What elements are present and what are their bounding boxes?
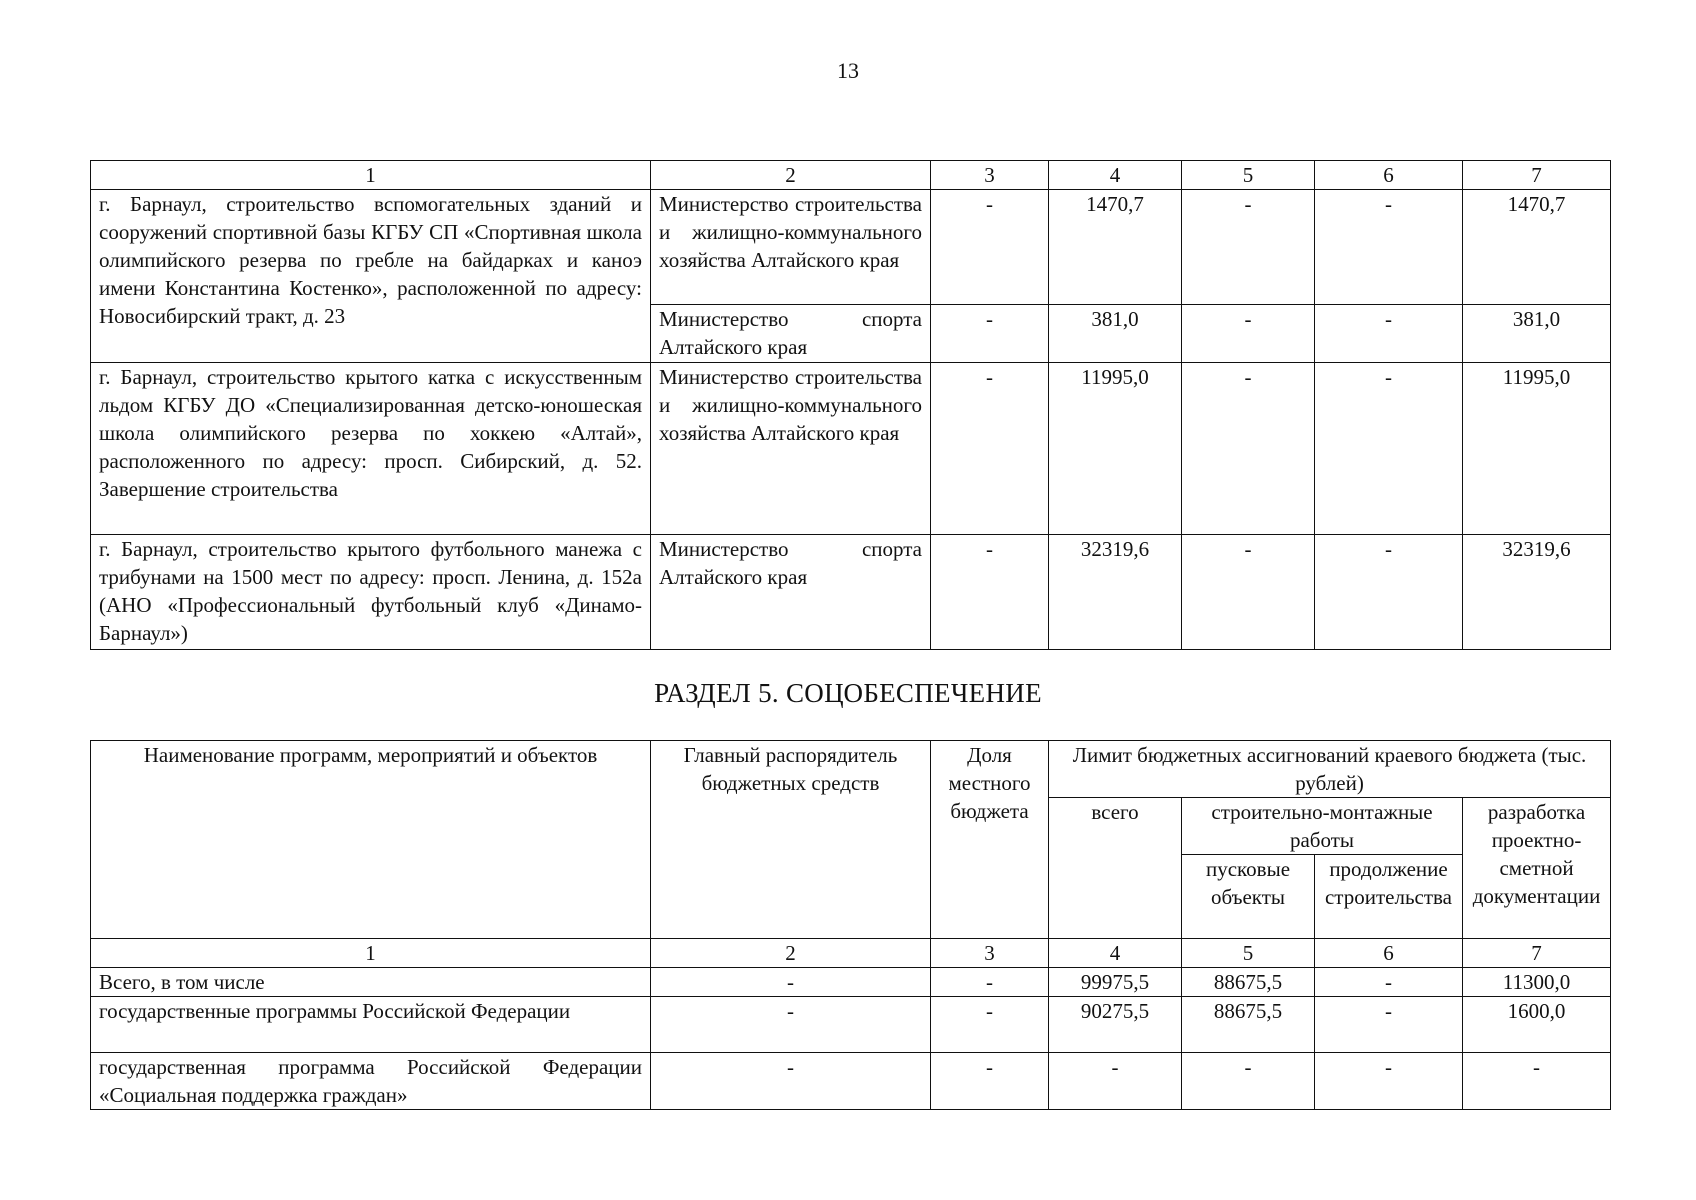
agency: Министерство строительства и жилищно-коммунального хозяйства Алтайского края	[651, 190, 931, 305]
header-name: Наименование программ, мероприятий и объектов	[91, 741, 651, 939]
continuation: -	[1315, 535, 1463, 650]
col-number: 3	[931, 939, 1049, 968]
continuation: -	[1315, 968, 1463, 997]
agency: Министерство спорта Алтайского края	[651, 305, 931, 363]
launch-objects: -	[1182, 535, 1315, 650]
object-name: г. Барнаул, строительство крытого футбольного манежа с трибунами на 1500 мест по адресу: просп. Ленина, д. 152а (АНО «Профессиональный футбольный клуб «Динамо-Барнаул»)	[91, 535, 651, 650]
section-title: РАЗДЕЛ 5. СОЦОБЕСПЕЧЕНИЕ	[654, 678, 1042, 708]
table-row	[91, 997, 1611, 1053]
agency: -	[651, 1053, 931, 1110]
continuation: -	[1315, 997, 1463, 1053]
table-row	[91, 363, 1611, 535]
header-local-share: Доля местного бюджета	[931, 741, 1049, 939]
total: 1470,7	[1049, 190, 1182, 305]
header-limit: Лимит бюджетных ассигнований краевого бюджета (тыс. рублей)	[1049, 741, 1611, 798]
col-number: 2	[651, 161, 931, 190]
header-launch: пусковые объекты	[1182, 855, 1315, 939]
col-number: 6	[1315, 161, 1463, 190]
col-number: 5	[1182, 161, 1315, 190]
object-name: г. Барнаул, строительство крытого катка с искусственным льдом КГБУ ДО «Специализированная детско-юношеская школа олимпийского резерва по хоккею «Алтай», расположенного по адресу: просп. Сибирский, д. 52. Завершение строительства	[91, 363, 651, 535]
design-docs: 1600,0	[1463, 997, 1611, 1053]
header-design: разработка проектно-сметной документации	[1463, 798, 1611, 939]
continuation: -	[1315, 1053, 1463, 1110]
total: 11995,0	[1049, 363, 1182, 535]
agency: Министерство строительства и жилищно-коммунального хозяйства Алтайского края	[651, 363, 931, 535]
local-share: -	[931, 1053, 1049, 1110]
local-share: -	[931, 363, 1049, 535]
local-share: -	[931, 190, 1049, 305]
agency: Министерство спорта Алтайского края	[651, 535, 931, 650]
col-number: 3	[931, 161, 1049, 190]
col-number: 6	[1315, 939, 1463, 968]
social-security-table	[90, 740, 1611, 1110]
agency: -	[651, 968, 931, 997]
design-docs: 32319,6	[1463, 535, 1611, 650]
continuation: -	[1315, 190, 1463, 305]
col-number: 4	[1049, 939, 1182, 968]
launch-objects: -	[1182, 305, 1315, 363]
col-number: 4	[1049, 161, 1182, 190]
object-name: г. Барнаул, строительство вспомогательных зданий и сооружений спортивной базы КГБУ СП «Спортивная школа олимпийского резерва по гребле на байдарках и каноэ имени Константина Костенко», расположенной по адресу: Новосибирский тракт, д. 23	[91, 190, 651, 363]
design-docs: 381,0	[1463, 305, 1611, 363]
table-row	[91, 190, 1611, 305]
design-docs: -	[1463, 1053, 1611, 1110]
design-docs: 1470,7	[1463, 190, 1611, 305]
launch-objects: 88675,5	[1182, 968, 1315, 997]
agency: -	[651, 997, 931, 1053]
header-continuation: продолжение строительства	[1315, 855, 1463, 939]
launch-objects: -	[1182, 363, 1315, 535]
header-row	[91, 741, 1611, 798]
objects-table-continued	[90, 160, 1611, 650]
total: 381,0	[1049, 305, 1182, 363]
table-row	[91, 968, 1611, 997]
launch-objects: 88675,5	[1182, 997, 1315, 1053]
col-number: 1	[91, 161, 651, 190]
column-numbers-row	[91, 939, 1611, 968]
col-number: 5	[1182, 939, 1315, 968]
program-name: государственная программа Российской Федерации «Социальная поддержка граждан»	[91, 1053, 651, 1110]
local-share: -	[931, 968, 1049, 997]
local-share: -	[931, 997, 1049, 1053]
col-number: 7	[1463, 939, 1611, 968]
design-docs: 11300,0	[1463, 968, 1611, 997]
total: -	[1049, 1053, 1182, 1110]
header-agency: Главный распорядитель бюджетных средств	[651, 741, 931, 939]
program-name: государственные программы Российской Федерации	[91, 997, 651, 1053]
table-row	[91, 1053, 1611, 1110]
local-share: -	[931, 535, 1049, 650]
header-construction: строительно-монтажные работы	[1182, 798, 1463, 855]
col-number: 2	[651, 939, 931, 968]
col-number: 1	[91, 939, 651, 968]
column-numbers-row	[91, 161, 1611, 190]
continuation: -	[1315, 363, 1463, 535]
program-name: Всего, в том числе	[91, 968, 651, 997]
total: 90275,5	[1049, 997, 1182, 1053]
page-number: 13	[837, 58, 859, 83]
table-row	[91, 535, 1611, 650]
col-number: 7	[1463, 161, 1611, 190]
header-total: всего	[1049, 798, 1182, 939]
total: 32319,6	[1049, 535, 1182, 650]
launch-objects: -	[1182, 190, 1315, 305]
total: 99975,5	[1049, 968, 1182, 997]
local-share: -	[931, 305, 1049, 363]
continuation: -	[1315, 305, 1463, 363]
design-docs: 11995,0	[1463, 363, 1611, 535]
launch-objects: -	[1182, 1053, 1315, 1110]
